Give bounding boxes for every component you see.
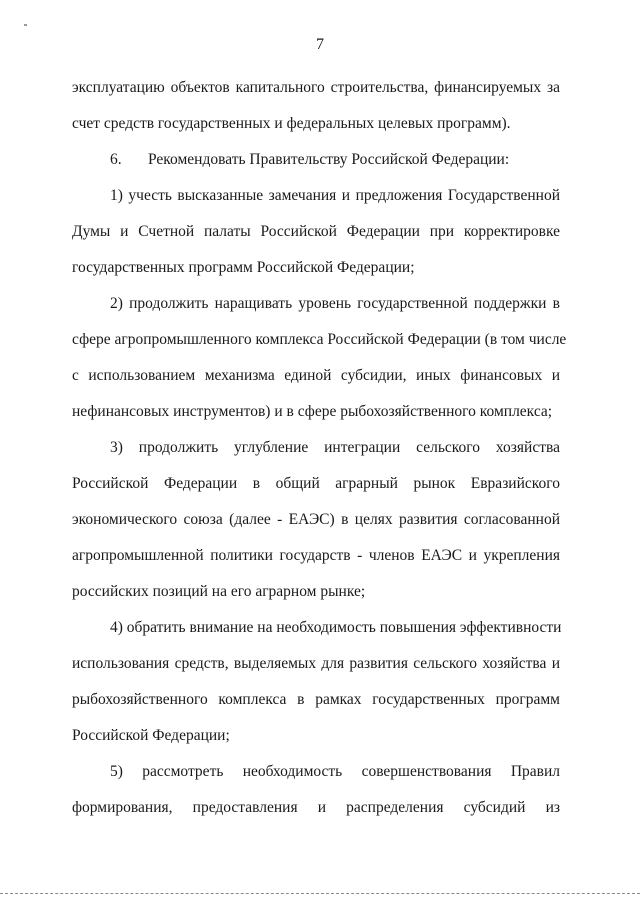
text-line: счет средств государственных и федеральных целевых программ).	[72, 115, 511, 132]
item-6	[110, 150, 560, 170]
text-line: экономического союза (далее - ЕАЭС) в целях развития согласованной	[72, 511, 560, 528]
page-number: 7	[316, 36, 324, 53]
text-line: нефинансовых инструментов) и в сфере рыбохозяйственного комплекса;	[72, 403, 553, 420]
text-line: рыбохозяйственного комплекса в рамках государственных программ	[72, 691, 560, 708]
text-line: Российской Федерации в общий аграрный рынок Евразийского	[72, 475, 560, 492]
text-line: Российской Федерации;	[72, 727, 230, 744]
text-line: агропромышленной политики государств - членов ЕАЭС и укрепления	[72, 547, 560, 564]
item-6-number: 6.	[110, 151, 122, 168]
text-line: с использованием механизма единой субсидии, иных финансовых и	[72, 367, 560, 384]
text-line: эксплуатацию объектов капитального строительства, финансируемых за	[72, 79, 560, 96]
text-line: использования средств, выделяемых для развития сельского хозяйства и	[72, 655, 560, 672]
text-line: 3) продолжить углубление интеграции сельского хозяйства	[110, 439, 560, 456]
text-line: сфере агропромышленного комплекса Российской Федерации (в том числе	[72, 331, 567, 348]
page-bottom-rule	[0, 893, 640, 894]
text-line: формирования, предоставления и распределения субсидий из	[72, 799, 560, 816]
text-line: государственных программ Российской Федерации;	[72, 259, 415, 276]
text-line: 5) рассмотреть необходимость совершенствования Правил	[110, 763, 560, 780]
scan-mark	[24, 24, 27, 26]
item-6-text: Рекомендовать Правительству Российской Федерации:	[148, 151, 510, 168]
text-line: Думы и Счетной палаты Российской Федерации при корректировке	[72, 223, 560, 240]
text-line: 4) обратить внимание на необходимость повышения эффективности	[110, 619, 562, 636]
text-line: 2) продолжить наращивать уровень государственной поддержки в	[110, 295, 560, 312]
text-line: российских позиций на его аграрном рынке;	[72, 583, 366, 600]
text-line: 1) учесть высказанные замечания и предложения Государственной	[110, 187, 560, 204]
